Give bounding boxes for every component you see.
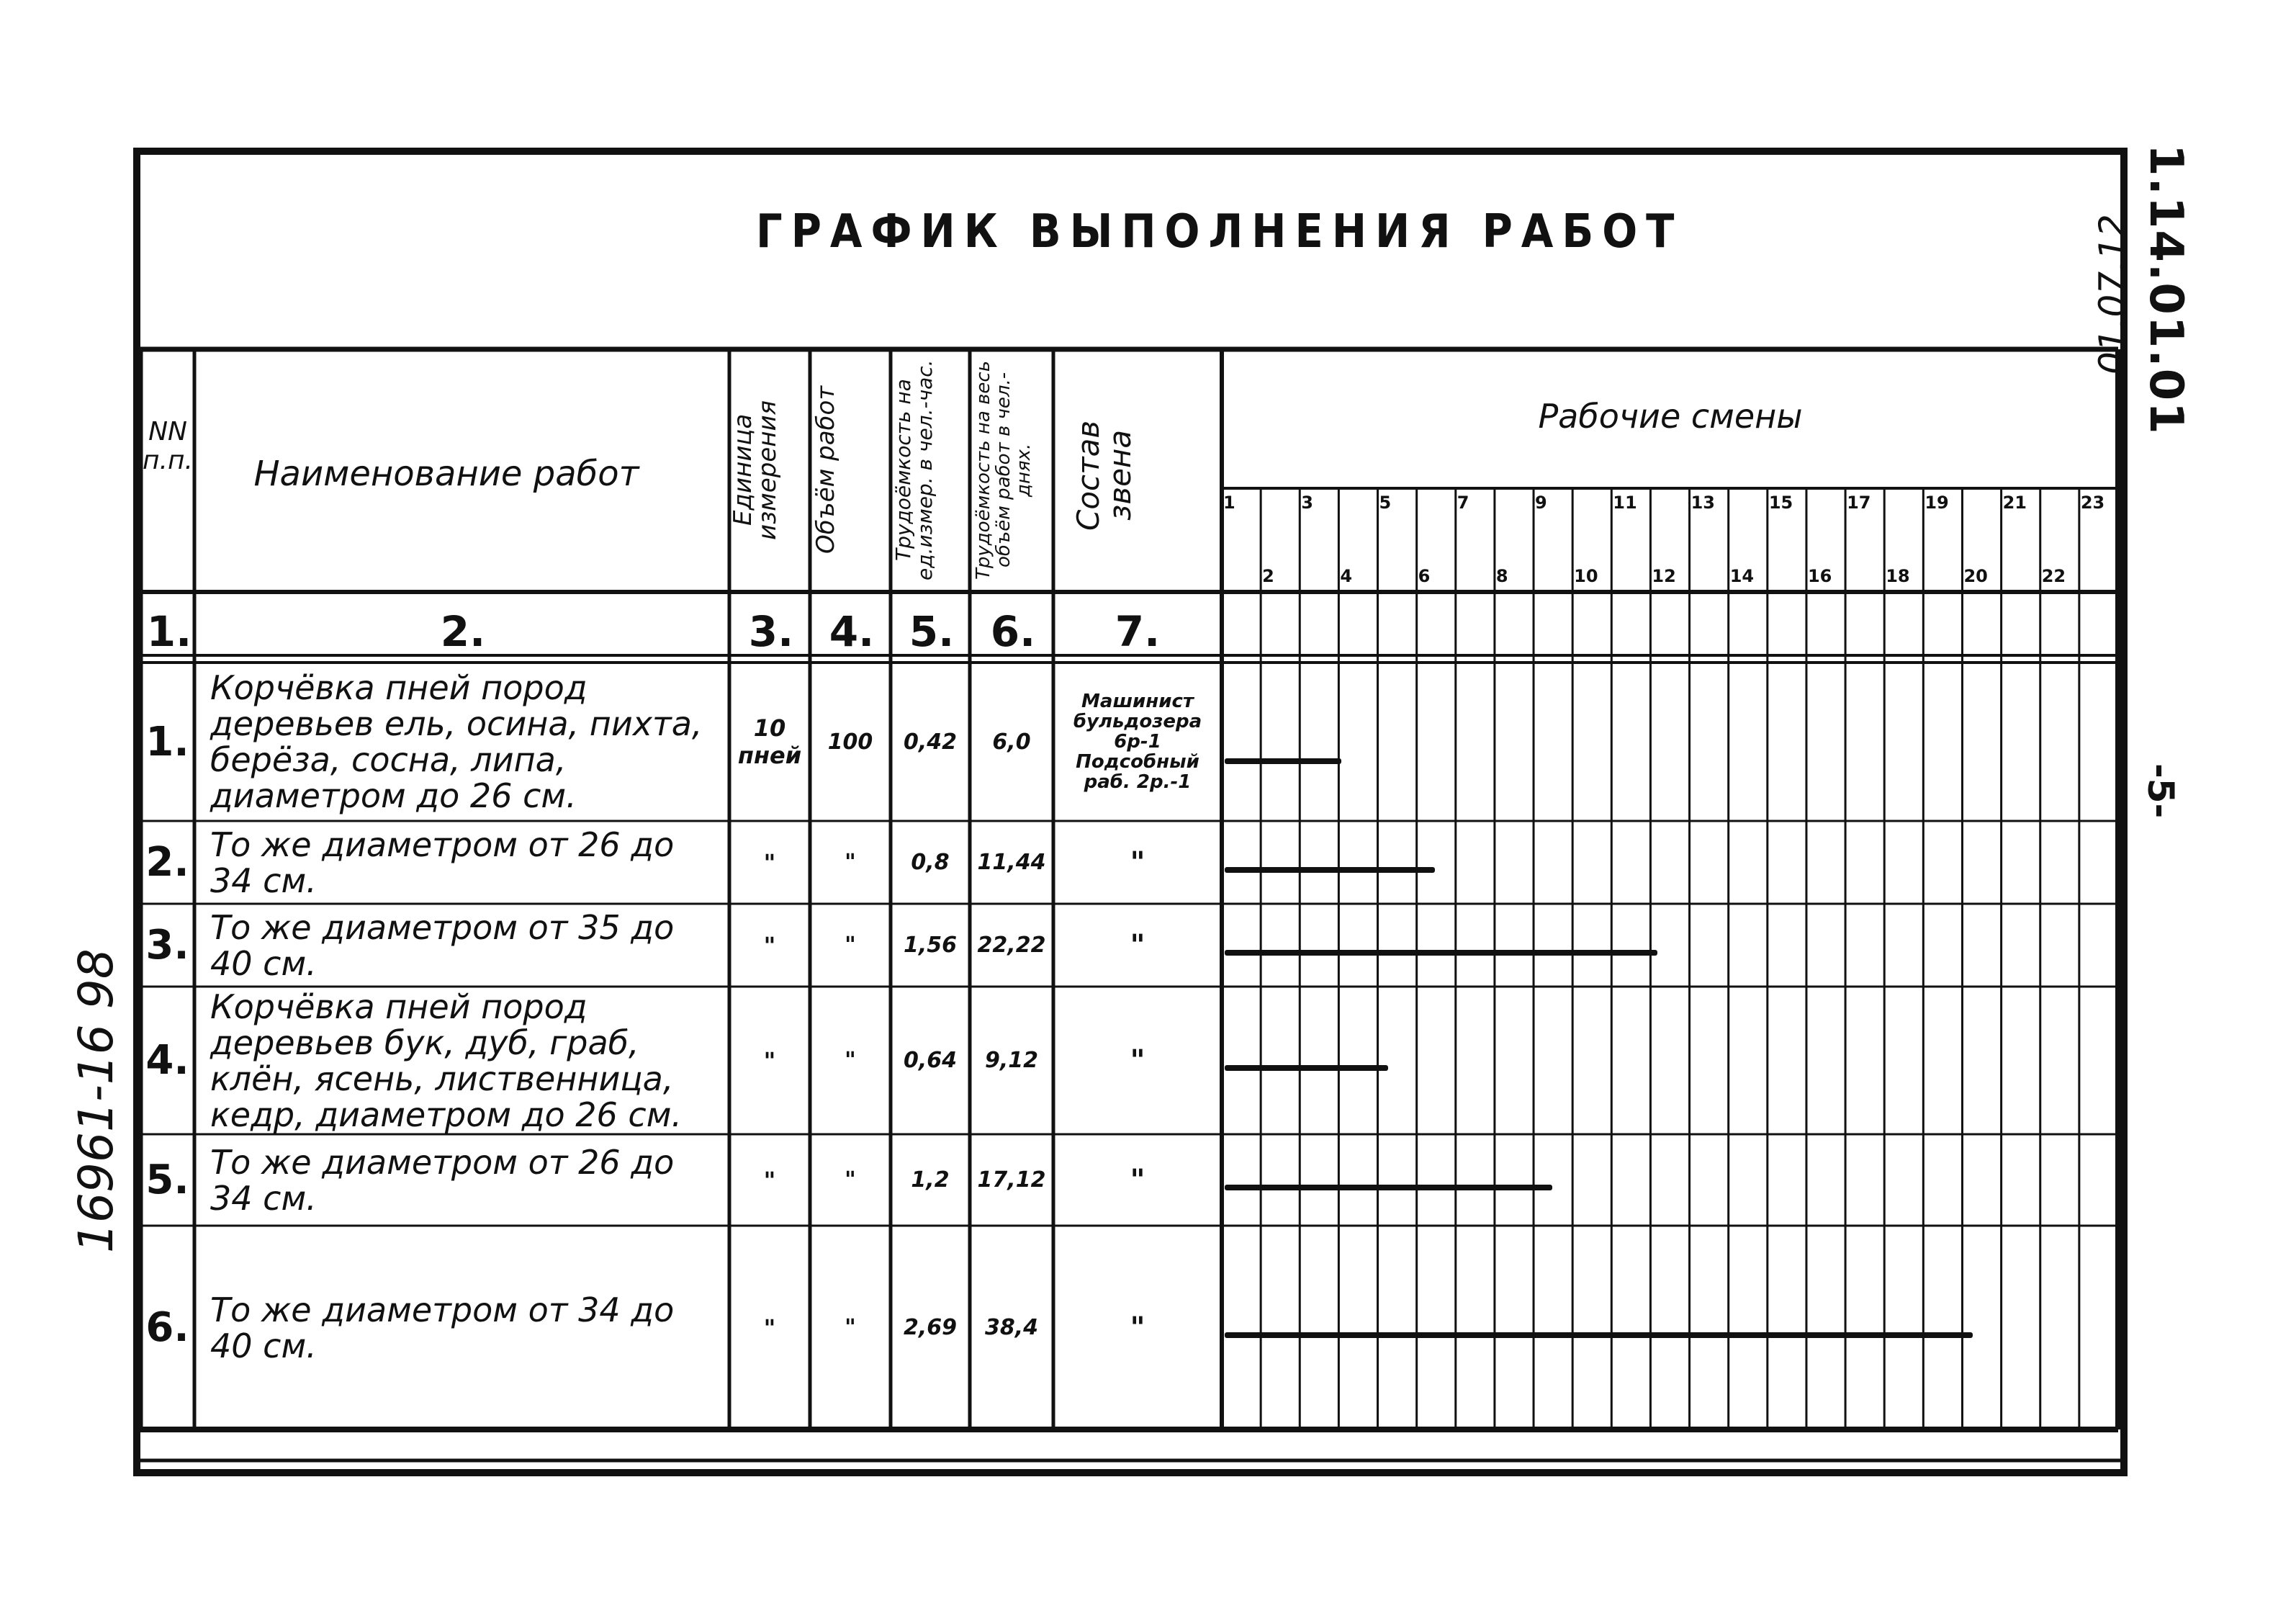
labor-total-cell: 11,44: [977, 850, 1046, 875]
shift-number: 14: [1729, 566, 1755, 586]
shift-number: 12: [1652, 566, 1676, 586]
work-name: Корчёвка пней пород деревьев бук, дуб, граб, клён, ясень, лиственница, кедр, диаметром до 26 см.: [210, 987, 683, 1134]
shift-number: 11: [1613, 493, 1637, 513]
volume-cell: ": [845, 933, 856, 958]
work-name: То же диаметром от 35 до 40 см.: [210, 907, 675, 983]
labor-total-cell: 6,0: [992, 729, 1031, 755]
shift-number: 4: [1340, 566, 1353, 586]
document-code: 1.14.01.01: [2139, 144, 2192, 436]
schedule-bar: [1225, 1332, 1973, 1338]
schedule-bar: [1225, 1065, 1388, 1071]
shift-number: 5: [1379, 493, 1392, 513]
shift-number: 3: [1301, 493, 1313, 513]
row-number: 3.: [145, 922, 189, 969]
volume-cell: ": [845, 1315, 856, 1340]
row-number: 1.: [145, 718, 189, 766]
shift-number: 1: [1223, 493, 1235, 513]
shift-number: 9: [1535, 493, 1547, 513]
crew-cell: Машинист бульдозера 6р-1 Подсобный раб. 2р.-1: [1073, 691, 1202, 793]
colnum-2: 2.: [440, 607, 486, 656]
colnum-5: 5.: [909, 607, 955, 656]
row-number: 6.: [145, 1304, 189, 1351]
shift-number: 13: [1691, 493, 1715, 513]
schedule-bar: [1225, 1185, 1552, 1190]
header-shifts: Рабочие смены: [1538, 397, 1803, 436]
row-number: 2.: [145, 839, 189, 886]
shift-number: 8: [1495, 566, 1508, 586]
labor-unit-cell: 2,69: [903, 1315, 958, 1340]
shift-number: 22: [2041, 566, 2066, 586]
colnum-3: 3.: [748, 607, 794, 656]
labor-unit-cell: 0,42: [903, 729, 958, 755]
shift-number: 15: [1768, 493, 1793, 513]
header-crew: Состав звена: [1071, 420, 1138, 531]
header-labor-total: Трудоёмкость на весь объём работ в чел.-днях.: [973, 360, 1035, 580]
shift-number: 7: [1457, 493, 1469, 513]
page-number: -5-: [2140, 763, 2182, 819]
shift-number: 20: [1963, 566, 1988, 586]
crew-cell: ": [1130, 928, 1145, 962]
unit-cell: 10 пней: [737, 714, 802, 769]
crew-cell: ": [1130, 845, 1145, 879]
labor-total-cell: 17,12: [977, 1167, 1046, 1193]
labor-unit-cell: 0,8: [911, 850, 950, 875]
shift-number: 16: [1807, 566, 1832, 586]
row-number: 4.: [145, 1037, 189, 1084]
volume-cell: ": [845, 850, 856, 875]
work-name: То же диаметром от 26 до 34 см.: [210, 825, 675, 900]
crew-cell: ": [1130, 1043, 1145, 1077]
shift-number: 10: [1574, 566, 1598, 586]
colnum-4: 4.: [829, 607, 875, 656]
unit-cell: ": [763, 931, 776, 959]
schedule-bar: [1225, 950, 1657, 956]
labor-unit-cell: 1,56: [903, 933, 958, 958]
work-name: То же диаметром от 26 до 34 см.: [210, 1142, 675, 1218]
page-title: ГРАФИК ВЫПОЛНЕНИЯ РАБОТ: [756, 205, 1683, 259]
crew-cell: ": [1130, 1163, 1145, 1197]
header-num: NN п.п.: [143, 417, 193, 475]
labor-total-cell: 9,12: [984, 1048, 1039, 1073]
shift-number: 17: [1847, 493, 1871, 513]
labor-total-cell: 38,4: [984, 1315, 1039, 1340]
labor-total-cell: 22,22: [977, 933, 1046, 958]
header-name: Наименование работ: [253, 454, 639, 494]
volume-cell: ": [845, 1048, 856, 1073]
unit-cell: ": [763, 1166, 776, 1194]
shift-number: 2: [1262, 566, 1274, 586]
shift-number: 6: [1418, 566, 1431, 586]
row-number: 5.: [145, 1157, 189, 1203]
header-labor-unit: Трудоёмкость на ед.измер. в чел.-час.: [891, 359, 937, 580]
header-volume: Объём работ: [811, 385, 840, 555]
unit-cell: ": [763, 1046, 776, 1074]
schedule-bar: [1225, 758, 1341, 764]
unit-cell: ": [763, 1314, 776, 1342]
side-inventory-number: 16961-16 98: [68, 948, 124, 1253]
document-date: 01.07.12: [2092, 214, 2133, 374]
colnum-1: 1.: [146, 607, 192, 656]
header-unit: Единица измерения: [729, 400, 782, 540]
shift-number: 18: [1886, 566, 1910, 586]
colnum-6: 6.: [990, 607, 1036, 656]
shift-number: 19: [1924, 493, 1949, 513]
volume-cell: 100: [827, 729, 873, 755]
volume-cell: ": [845, 1167, 856, 1193]
crew-cell: ": [1130, 1311, 1145, 1345]
work-name: Корчёвка пней пород деревьев ель, осина, пихта, берёза, сосна, липа, диаметром до 26 см.: [210, 668, 703, 815]
shift-number: 21: [2002, 493, 2027, 513]
unit-cell: ": [763, 848, 776, 876]
labor-unit-cell: 1,2: [911, 1167, 950, 1193]
work-name: То же диаметром от 34 до 40 см.: [210, 1290, 675, 1365]
colnum-7: 7.: [1115, 607, 1161, 656]
shift-number: 23: [2080, 493, 2105, 513]
labor-unit-cell: 0,64: [903, 1048, 958, 1073]
schedule-bar: [1225, 867, 1435, 873]
